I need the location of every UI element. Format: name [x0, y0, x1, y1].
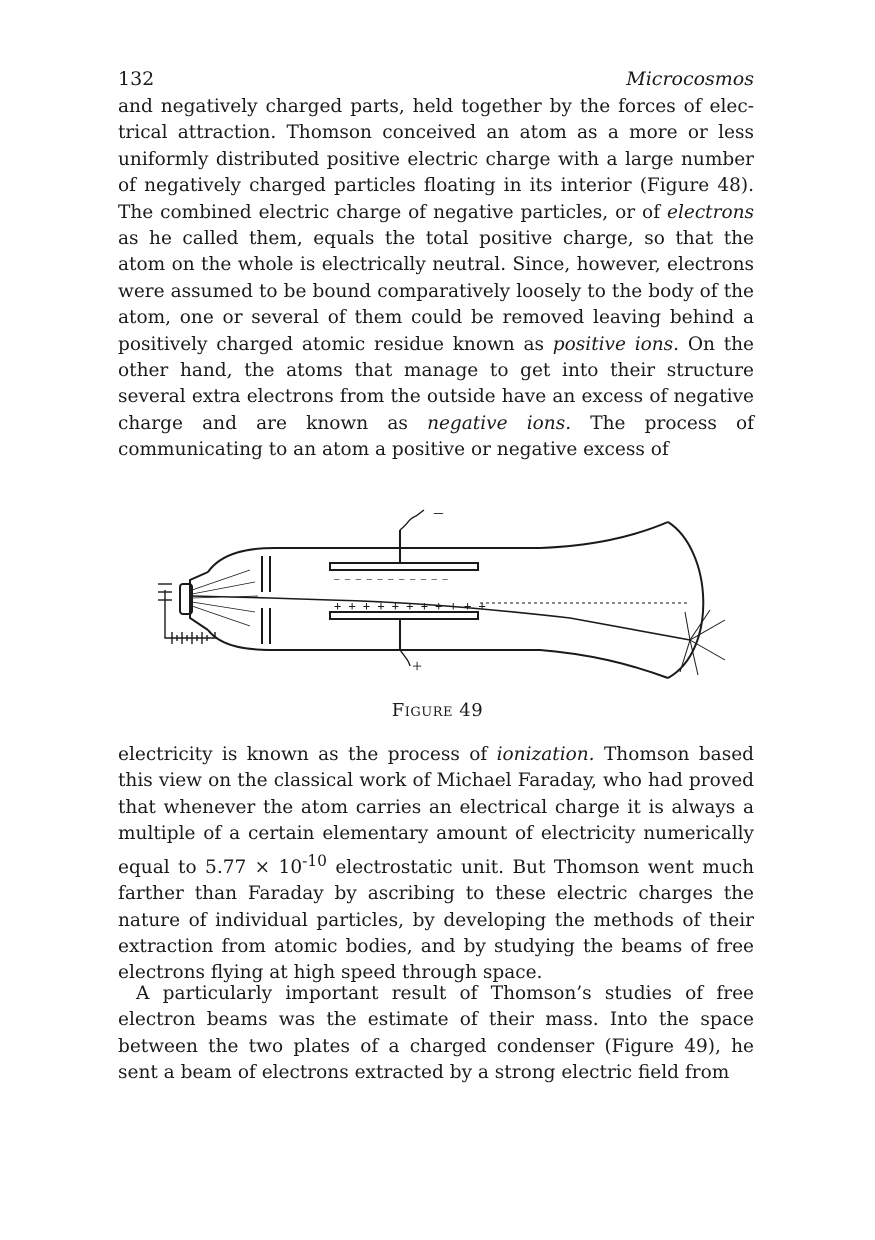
- term-positive-ions: positive ions.: [552, 333, 680, 355]
- paragraph-2-text-1: electricity is known as the process of: [118, 744, 497, 765]
- positive-coil: [400, 650, 410, 666]
- condenser-plate-negative: [330, 563, 478, 570]
- paragraph-2-text-2: Thomson based this view on the classical work of Michael Faraday, who had proved that whenever the atom carries an electrical charge it is always a multiple of a certain elementary amount of electricity numerically equal to 5.77 × 10: [118, 744, 754, 878]
- negative-terminal-sign: –: [434, 502, 443, 522]
- condenser-plate-positive: [330, 612, 478, 619]
- term-negative-ions: negative ions.: [427, 412, 572, 434]
- term-electrons: electrons: [667, 201, 754, 223]
- figure-caption-number: 49: [459, 700, 484, 721]
- figure-caption: [0, 700, 875, 721]
- negative-coil: [400, 510, 424, 530]
- page-number: 132: [118, 68, 155, 90]
- paragraph-1: [118, 94, 754, 464]
- paragraph-1-text-1: and negatively charged parts, held together by the forces of electrical attraction. Thomson conceived an atom as a more or less uniformly distributed positive electric charge with a large number of negatively charged particles floating in its interior (Figure 48). The combined electric charge of negative particles, or of: [118, 96, 754, 223]
- cathode-ray-tube-figure: [150, 500, 740, 690]
- paragraph-1-text-4: The process of communicating to an atom a positive or negative excess of: [118, 412, 754, 461]
- paragraph-3: A particularly important result of Thomson’s studies of free electron beams was the estimate of their mass. Into the space between the two plates of a charged condenser (Figure 49), he sent a beam of electrons extracted by a strong electric field from: [118, 983, 754, 1084]
- figure-caption-label: Figure: [391, 700, 454, 721]
- positive-plate-charges: + + + + + + + + + + +: [334, 599, 486, 613]
- running-title: Microcosmos: [626, 68, 754, 90]
- exponent: -10: [302, 851, 327, 870]
- negative-plate-charges: – – – – – – – – – – –: [334, 575, 448, 585]
- paragraph-1-text-2: as he called them, equals the total positive charge, so that the atom on the whole is electrically neutral. Since, however, electrons were assumed to be bound comparatively loosely to the body of the atom, one or several of them could be removed leaving behind a positively charged atomic residue known as: [118, 228, 754, 355]
- paragraph-2: [118, 742, 754, 987]
- term-ionization: ionization.: [496, 744, 595, 765]
- positive-terminal-sign: +: [412, 656, 423, 676]
- paragraph-1-text-3: On the other hand, the atoms that manage to get into their structure several extra electrons from the outside have an excess of negative charge and are known as: [118, 333, 754, 434]
- paragraph-2-text-3: electrostatic unit. But Thomson went much farther than Faraday by ascribing to these electric charges the nature of individual particles, by developing the methods of their extraction from atomic bodies, and by studying the beams of free electrons flying at high speed through space.: [118, 856, 754, 984]
- tube-outline-bottom: [208, 630, 668, 678]
- tube-outline-top: [208, 522, 668, 572]
